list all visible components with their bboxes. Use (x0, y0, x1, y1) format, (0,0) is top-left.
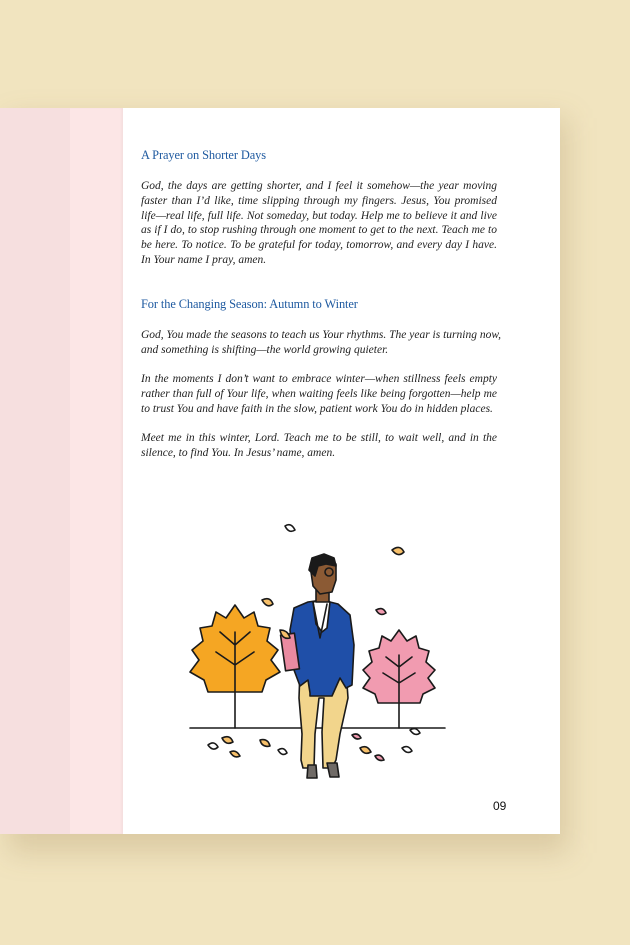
prayer-line: as if I do, to stop rushing through one moment to get to the next. Teach me to (141, 224, 497, 237)
section2-heading: For the Changing Season: Autumn to Winter (141, 297, 358, 311)
leaf-icon (222, 737, 233, 744)
leaf-icon (352, 734, 361, 739)
prayer-line: life—real life, full life. Not someday, but today. Help me to believe it and live (141, 209, 497, 222)
prayer-line: rather than full of Your life, when waiting feels like being forgotten—help me (141, 387, 497, 400)
autumn-man-illustration (170, 520, 460, 780)
prayer-line: In Your name I pray, amen. (141, 253, 267, 266)
section1-heading: A Prayer on Shorter Days (141, 148, 266, 162)
prayer-line: silence, to find You. In Jesus’ name, amen. (141, 446, 336, 459)
prayer-line: to trust You and have faith in the slow, patient work You do in hidden places. (141, 402, 493, 415)
prayer-line: In the moments I don’t want to embrace winter—when stillness feels empty (141, 373, 497, 385)
leaf-icon (285, 525, 295, 532)
prayer-line: God, the days are getting shorter, and I feel it somehow—the year moving (141, 180, 497, 192)
page-number: 09 (493, 799, 507, 813)
leaf-icon (278, 749, 287, 755)
page-spine-strip (0, 108, 70, 834)
section2-paragraph-2 (141, 372, 497, 416)
book-page (0, 108, 560, 834)
section1-prayer (141, 179, 497, 268)
leaf-icon (392, 547, 404, 554)
leaf-icon (360, 747, 371, 754)
leaf-icon (230, 751, 240, 757)
leaf-icon (376, 609, 386, 615)
right-shoe (327, 763, 339, 777)
leaf-icon (410, 729, 420, 735)
prayer-line: God, You made the seasons to teach us Your rhythms. The year is turning now, (141, 329, 502, 341)
orange-tree (190, 605, 280, 728)
leaf-icon (208, 743, 218, 749)
section2-paragraph-3 (141, 431, 497, 461)
prayer-line: and something is shifting—the world growing quieter. (141, 343, 389, 356)
leaf-icon (402, 747, 412, 753)
section2-paragraph-1 (141, 328, 502, 358)
leaf-icon (262, 599, 273, 606)
pink-tree (363, 630, 435, 728)
prayer-line: faster than I’d like, time slipping through my fingers. Jesus, You promised (141, 194, 497, 207)
prayer-line: be here. To notice. To be grateful for today, tomorrow, and every day I have. (141, 239, 497, 252)
prayer-line: Meet me in this winter, Lord. Teach me to be still, to wait well, and in the (141, 432, 497, 444)
page-gutter-strip (70, 108, 123, 834)
man-figure (281, 554, 354, 778)
leaf-icon (260, 740, 270, 747)
left-shoe (307, 765, 317, 778)
leaf-icon (375, 755, 384, 760)
